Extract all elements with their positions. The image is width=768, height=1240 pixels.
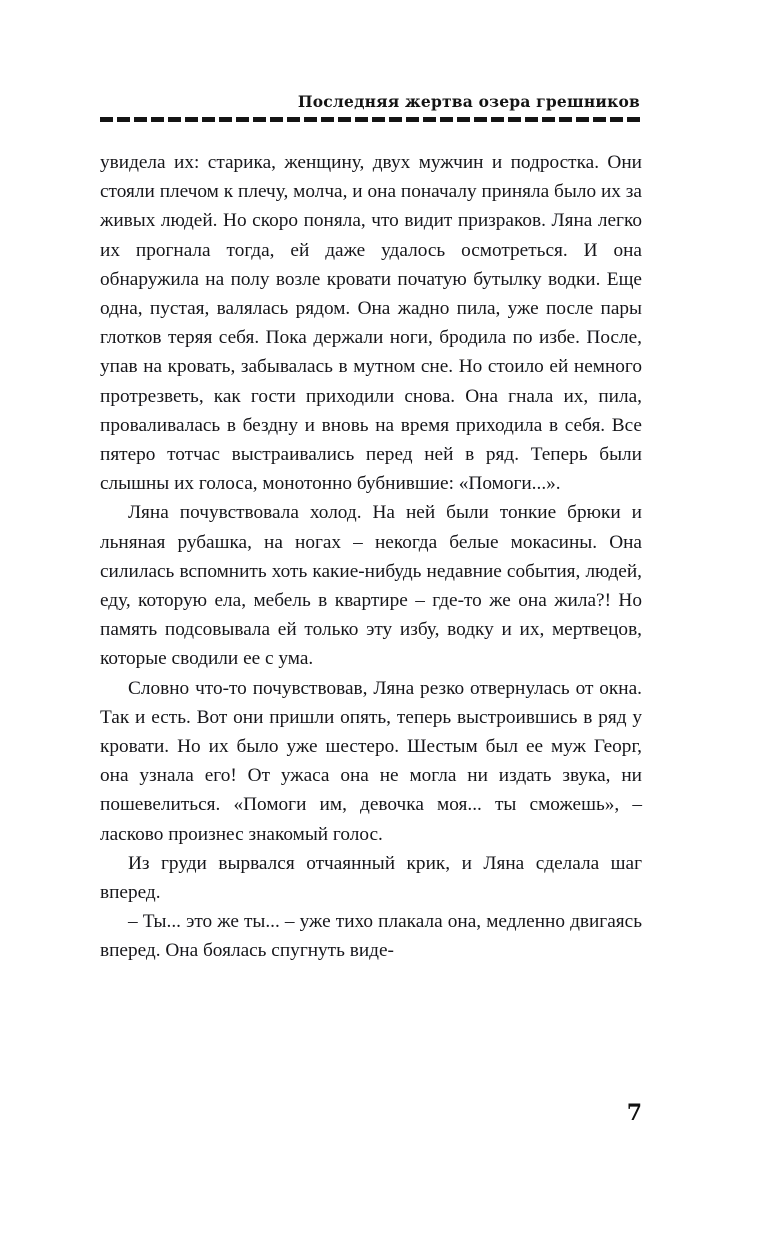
body-text	[100, 148, 642, 966]
page-number: 7	[626, 1100, 642, 1126]
paragraph: Ляна почувствовала холод. На ней были тонкие брюки и льняная рубашка, на ногах – некогда белые мокасины. Она силилась вспомнить хоть какие-нибудь недавние события, людей, еду, которую ела, мебель в квартире – где-то же она жила?! Но память подсовывала ей только эту избу, водку и их, мертвецов, которые сводили ее с ума.	[100, 502, 642, 670]
paragraph: – Ты... это же ты... – уже тихо плакала она, медленно двигаясь вперед. Она боялась спугнуть виде-	[100, 911, 642, 962]
paragraph: увиделa их: старика, женщину, двух мужчин и подростка. Они стояли плечом к плечу, молча, и она поначалу приняла было их за живых людей. Но скоро поняла, что видит призраков. Ляна легко их прогнала тогда, ей даже удалось осмотреться. И она обнаружила на полу возле кровати початую бутылку водки. Еще одна, пустая, валялась рядом. Она жадно пила, уже после пары глотков теряя себя. Пока держали ноги, бродила по избе. После, упав на кровать, забывалась в мутном сне. Но стоило ей немного протрезветь, как гости приходили снова. Она гнала их, пила, проваливалась в бездну и вновь на время приходила в себя. Все пятеро тотчас выстраивались перед ней в ряд. Теперь были слышны их голоса, монотонно бубнившие: «Помоги...».	[100, 152, 642, 495]
paragraph: Из груди вырвался отчаянный крик, и Ляна сделала шаг вперед.	[100, 852, 642, 904]
header-dashed-rule	[100, 117, 640, 122]
page-header	[100, 92, 640, 111]
running-head: Последняя жертва озера грешников	[297, 92, 640, 111]
paragraph: Словно что-то почувствовав, Ляна резко отвернулась от окна. Так и есть. Вот они пришли опять, теперь выстроившись в ряд у кровати. Но их было уже шестеро. Шестым был ее муж Георг, она узнала его! От ужаса она не могла ни издать звука, ни пошевелиться. «Помоги им, девочка моя... ты сможешь», – ласково произнес знакомый голос.	[100, 677, 642, 845]
